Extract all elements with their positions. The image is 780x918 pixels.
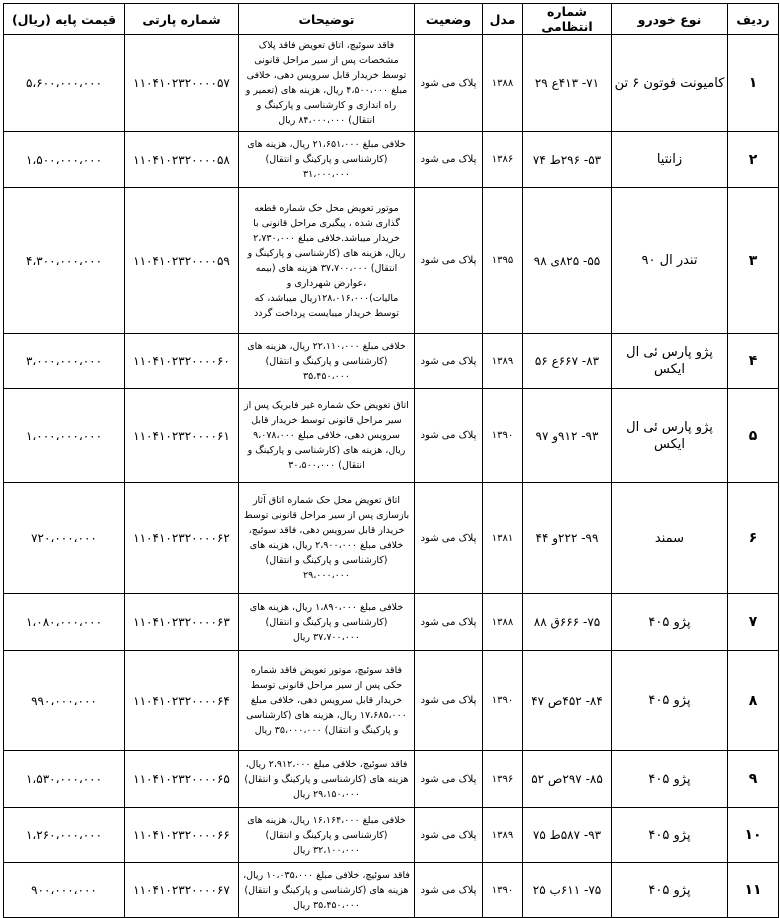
- table-body: [4, 35, 779, 918]
- row-number: ۷: [728, 594, 779, 651]
- vehicle-type: پژو پارس ئی ال ایکس: [612, 389, 728, 483]
- status: پلاک می شود: [415, 808, 483, 863]
- description: موتور تعویض محل حک شماره قطعه گذاری شده ، پیگیری مراحل قانونی با خریدار میباشد.خلافی مبلغ ۲،۷۳۰،۰۰۰ ریال، هزینه های (کارشناسی و پارکینگ و انتقال) ۳۷،۷۰۰،۰۰۰ هزینه های (بیمه ،عوارض شهرداری و مالیات)۱۲۸،۰۱۶،۰۰۰ریال میباشد، که توسط خریدار میبایست پرداخت گردد: [239, 188, 415, 334]
- row-number: ۱: [728, 35, 779, 132]
- plate-number: ۷۵- ۶۱۱ب ۲۵: [523, 863, 612, 918]
- plate-number: ۹۳- ۹۱۲و ۹۷: [523, 389, 612, 483]
- table-row: [4, 334, 779, 389]
- status: پلاک می شود: [415, 35, 483, 132]
- base-price: ۱،۵۳۰،۰۰۰،۰۰۰: [4, 751, 125, 808]
- base-price: ۱،۵۰۰،۰۰۰،۰۰۰: [4, 132, 125, 188]
- row-number: ۸: [728, 651, 779, 751]
- vehicle-type: پژو ۴۰۵: [612, 863, 728, 918]
- vehicle-type: پژو ۴۰۵: [612, 651, 728, 751]
- header-vehicle-type: نوع خودرو: [612, 4, 728, 35]
- description: خلافی مبلغ ۱۶،۱۶۴،۰۰۰ ریال، هزینه های (کارشناسی و پارکینگ و انتقال) ۳۲،۱۰۰،۰۰۰ ریال: [239, 808, 415, 863]
- lot-number: ۱۱۰۴۱۰۲۳۲۰۰۰۰۶۴: [125, 651, 239, 751]
- lot-number: ۱۱۰۴۱۰۲۳۲۰۰۰۰۶۶: [125, 808, 239, 863]
- header-status: وضعیت: [415, 4, 483, 35]
- base-price: ۱،۰۰۰،۰۰۰،۰۰۰: [4, 389, 125, 483]
- base-price: ۳،۰۰۰،۰۰۰،۰۰۰: [4, 334, 125, 389]
- table-row: [4, 389, 779, 483]
- vehicle-type: پژو ۴۰۵: [612, 808, 728, 863]
- table-row: [4, 751, 779, 808]
- row-number: ۱۰: [728, 808, 779, 863]
- model-year: ۱۳۸۹: [483, 808, 523, 863]
- header-row-number: ردیف: [728, 4, 779, 35]
- status: پلاک می شود: [415, 483, 483, 594]
- status: پلاک می شود: [415, 751, 483, 808]
- status: پلاک می شود: [415, 188, 483, 334]
- base-price: ۱،۰۸۰،۰۰۰،۰۰۰: [4, 594, 125, 651]
- row-number: ۲: [728, 132, 779, 188]
- table-row: [4, 651, 779, 751]
- row-number: ۳: [728, 188, 779, 334]
- vehicle-type: سمند: [612, 483, 728, 594]
- vehicle-type: زانتیا: [612, 132, 728, 188]
- base-price: ۴،۳۰۰،۰۰۰،۰۰۰: [4, 188, 125, 334]
- lot-number: ۱۱۰۴۱۰۲۳۲۰۰۰۰۵۸: [125, 132, 239, 188]
- auction-sheet: [3, 3, 779, 918]
- lot-number: ۱۱۰۴۱۰۲۳۲۰۰۰۰۶۷: [125, 863, 239, 918]
- plate-number: ۷۱- ۴۱۳ع ۲۹: [523, 35, 612, 132]
- model-year: ۱۳۸۱: [483, 483, 523, 594]
- lot-number: ۱۱۰۴۱۰۲۳۲۰۰۰۰۶۵: [125, 751, 239, 808]
- model-year: ۱۳۹۰: [483, 651, 523, 751]
- plate-number: ۸۵- ۲۹۷ص ۵۲: [523, 751, 612, 808]
- description: فاقد سوئیچ، خلافی مبلغ ۲،۹۱۲،۰۰۰ ریال، هزینه های (کارشناسی و پارکینگ و انتقال) ۲۹،۱۵۰،۰۰۰ ریال: [239, 751, 415, 808]
- status: پلاک می شود: [415, 334, 483, 389]
- table-row: [4, 808, 779, 863]
- lot-number: ۱۱۰۴۱۰۲۳۲۰۰۰۰۵۷: [125, 35, 239, 132]
- description: خلافی مبلغ ۱،۸۹۰،۰۰۰ ریال، هزینه های (کارشناسی و پارکینگ و انتقال) ۳۷،۷۰۰،۰۰۰ ریال: [239, 594, 415, 651]
- header-lot-number: شماره پارتی: [125, 4, 239, 35]
- vehicle-type: پژو ۴۰۵: [612, 751, 728, 808]
- description: خلافی مبلغ ۲۱،۶۵۱،۰۰۰ ریال، هزینه های (کارشناسی و پارکینگ و انتقال) ۳۱،۰۰۰،۰۰۰: [239, 132, 415, 188]
- header-base-price: قیمت پایه (ریال): [4, 4, 125, 35]
- header-plate-number: شماره انتظامی: [523, 4, 612, 35]
- table-row: [4, 594, 779, 651]
- plate-number: ۵۵- ۸۲۵ی ۹۸: [523, 188, 612, 334]
- header-description: توضیحات: [239, 4, 415, 35]
- vehicle-type: پژو پارس ئی ال ایکس: [612, 334, 728, 389]
- model-year: ۱۳۸۸: [483, 594, 523, 651]
- status: پلاک می شود: [415, 651, 483, 751]
- status: پلاک می شود: [415, 594, 483, 651]
- model-year: ۱۳۸۶: [483, 132, 523, 188]
- model-year: ۱۳۸۸: [483, 35, 523, 132]
- lot-number: ۱۱۰۴۱۰۲۳۲۰۰۰۰۶۱: [125, 389, 239, 483]
- status: پلاک می شود: [415, 389, 483, 483]
- vehicle-type: تندر ال ۹۰: [612, 188, 728, 334]
- base-price: ۹۰۰،۰۰۰،۰۰۰: [4, 863, 125, 918]
- description: فاقد سوئیچ، خلافی مبلغ ۱۰،۰۳۵،۰۰۰ ریال، هزینه های (کارشناسی و پارکینگ و انتقال) ۳۵،۴۵۰،۰۰۰ ریال: [239, 863, 415, 918]
- lot-number: ۱۱۰۴۱۰۲۳۲۰۰۰۰۶۳: [125, 594, 239, 651]
- model-year: ۱۳۸۹: [483, 334, 523, 389]
- plate-number: ۵۳- ۲۹۶ط ۷۴: [523, 132, 612, 188]
- row-number: ۱۱: [728, 863, 779, 918]
- plate-number: ۸۳- ۶۶۷ع ۵۶: [523, 334, 612, 389]
- status: پلاک می شود: [415, 863, 483, 918]
- table-row: [4, 188, 779, 334]
- row-number: ۶: [728, 483, 779, 594]
- row-number: ۵: [728, 389, 779, 483]
- vehicle-auction-table: [3, 3, 779, 918]
- description: اتاق تعویض حک شماره غیر فابریک پس از سیر مراحل قانونی توسط خریدار قابل سرویس دهی، خلافی مبلغ ۹،۰۷۸،۰۰۰ ریال، هزینه های (کارشناسی و پارکینگ و انتقال) ۳۰،۵۰۰،۰۰۰: [239, 389, 415, 483]
- model-year: ۱۳۹۵: [483, 188, 523, 334]
- table-row: [4, 483, 779, 594]
- vehicle-type: پژو ۴۰۵: [612, 594, 728, 651]
- description: اتاق تعویض محل حک شماره اتاق آثار بازسازی پس از سیر مراحل قانونی توسط خریدار قابل سرویس دهی، فاقد سوئیچ، خلافی مبلغ ۲،۹۰۰،۰۰۰ ریال، هزینه های (کارشناسی و پارکینگ و انتقال) ۲۹،۰۰۰،۰۰۰: [239, 483, 415, 594]
- row-number: ۴: [728, 334, 779, 389]
- model-year: ۱۳۹۰: [483, 863, 523, 918]
- base-price: ۱،۲۶۰،۰۰۰،۰۰۰: [4, 808, 125, 863]
- base-price: ۹۹۰،۰۰۰،۰۰۰: [4, 651, 125, 751]
- table-row: [4, 35, 779, 132]
- header-model: مدل: [483, 4, 523, 35]
- base-price: ۵،۶۰۰،۰۰۰،۰۰۰: [4, 35, 125, 132]
- table-row: [4, 863, 779, 918]
- lot-number: ۱۱۰۴۱۰۲۳۲۰۰۰۰۵۹: [125, 188, 239, 334]
- header-row: [4, 4, 779, 35]
- description: خلافی مبلغ ۲۲،۱۱۰،۰۰۰ ریال، هزینه های (کارشناسی و پارکینگ و انتقال) ۳۵،۴۵۰،۰۰۰: [239, 334, 415, 389]
- plate-number: ۸۴- ۴۵۲ص ۴۷: [523, 651, 612, 751]
- model-year: ۱۳۹۶: [483, 751, 523, 808]
- plate-number: ۹۹- ۲۲۲و ۴۴: [523, 483, 612, 594]
- row-number: ۹: [728, 751, 779, 808]
- base-price: ۷۲۰،۰۰۰،۰۰۰: [4, 483, 125, 594]
- model-year: ۱۳۹۰: [483, 389, 523, 483]
- vehicle-type: کامیونت فوتون ۶ تن: [612, 35, 728, 132]
- plate-number: ۹۳- ۵۸۷ط ۷۵: [523, 808, 612, 863]
- lot-number: ۱۱۰۴۱۰۲۳۲۰۰۰۰۶۰: [125, 334, 239, 389]
- description: فاقد سوئیچ، اتاق تعویض فاقد پلاک مشخصات پس از سیر مراحل قانونی توسط خریدار قابل سرویس دهی، خلافی مبلغ ۴،۵۰۰،۰۰۰ ریال، هزینه های (تعمیر و راه اندازی و کارشناسی و پارکینگ و انتقال) ۸۴،۰۰۰،۰۰۰ ریال: [239, 35, 415, 132]
- status: پلاک می شود: [415, 132, 483, 188]
- plate-number: ۷۵- ۶۶۶ق ۸۸: [523, 594, 612, 651]
- lot-number: ۱۱۰۴۱۰۲۳۲۰۰۰۰۶۲: [125, 483, 239, 594]
- table-row: [4, 132, 779, 188]
- description: فاقد سوئیچ، موتور تعویض فاقد شماره حکی پس از سیر مراحل قانونی توسط خریدار قابل سرویس دهی، خلافی مبلغ ۱۷،۶۸۵،۰۰۰ ریال، هزینه های (کارشناسی و پارکینگ و انتقال) ۳۵،۰۰۰،۰۰۰ ریال: [239, 651, 415, 751]
